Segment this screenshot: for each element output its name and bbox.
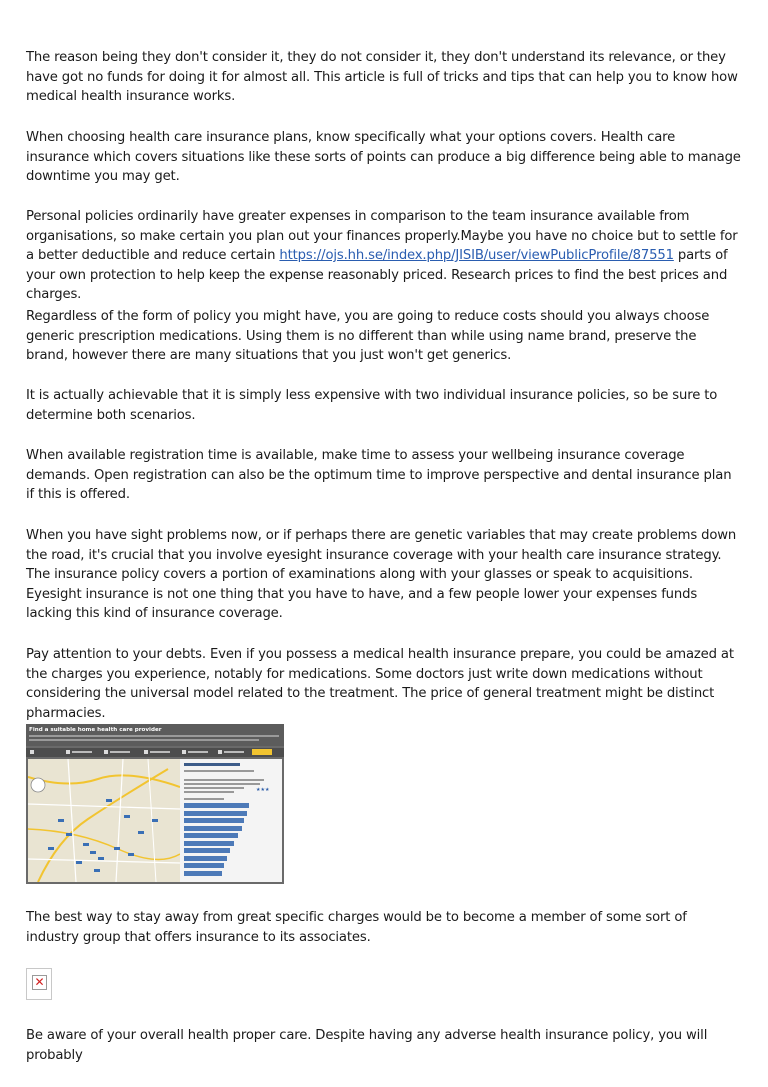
rating-bar <box>184 841 234 846</box>
finder-results-panel <box>180 759 282 882</box>
results-line <box>184 787 244 789</box>
map-drawing <box>28 759 180 882</box>
paragraph-7: When you have sight problems now, or if perhaps there are genetic variables that may create problems down the road, it's crucial that you involve eyesight insurance coverage with your health care insurance strategy. The insurance policy covers a portion of examinations along with your glasses or speak to acquisitions. Eyesight insurance is not one thing that you have to have, and a few people lower your expenses funds lacking this kind of insurance coverage. <box>26 528 737 622</box>
finder-filter-bar <box>26 748 284 757</box>
rating-bar <box>184 818 244 823</box>
paragraph-5: It is actually achievable that it is simply less expensive with two individual insurance policies, so be sure to determine both scenarios. <box>26 388 718 423</box>
rating-bar <box>184 803 249 808</box>
filter-label <box>224 751 244 753</box>
results-line <box>184 783 260 785</box>
results-heading <box>184 763 240 766</box>
filter-label <box>188 751 208 753</box>
filter-label <box>110 751 130 753</box>
rating-bar <box>184 863 224 868</box>
provider-finder-image <box>26 724 284 884</box>
profile-link[interactable]: https://ojs.hh.se/index.php/JISIB/user/viewPublicProfile/87551 <box>279 248 674 264</box>
broken-image-icon: ✕ <box>32 975 47 990</box>
filter-checkbox <box>182 750 186 754</box>
filter-label <box>72 751 92 753</box>
rating-bar <box>184 848 230 853</box>
filter-checkbox <box>66 750 70 754</box>
paragraph-8: Pay attention to your debts. Even if you possess a medical health insurance prepare, you could be amazed at the charges you experience, notably for medications. Some doctors just write down medications without considering the universal model related to the treatment. The price of general treatment might be distinct pharmacies. <box>26 647 734 721</box>
rating-stars: ★★★ <box>256 787 270 793</box>
results-line <box>184 779 264 781</box>
paragraph-3 <box>26 207 742 305</box>
paragraph-6: When available registration time is available, make time to assess your wellbeing insurance coverage demands. Open registration can also be the optimum time to improve perspective and dental insurance plan if this is offered. <box>26 448 732 503</box>
paragraph-2: When choosing health care insurance plans, know specifically what your options covers. Health care insurance which covers situations like these sorts of points can produce a big difference being able to manage downtime you may get. <box>26 130 741 185</box>
rating-bar <box>184 826 242 831</box>
paragraph-1: The reason being they don't consider it, they do not consider it, they don't understand its relevance, or they have got no funds for doing it for almost all. This article is full of tricks and tips that can help you to know how medical health insurance works. <box>26 50 738 105</box>
results-line <box>184 798 224 800</box>
finder-subtitle-line <box>29 735 279 737</box>
finder-header <box>26 724 284 746</box>
finder-map <box>28 759 180 882</box>
finder-subtitle-line <box>29 739 259 741</box>
search-button <box>252 749 272 755</box>
paragraph-3-text-a: Personal policies ordinarily have greater expenses in comparison to the team insurance available from organisations, so make certain you plan out your finances properly.Maybe you have no choice but to settle for a better deductible and reduce certain <box>26 209 738 264</box>
filter-checkbox <box>144 750 148 754</box>
broken-image <box>26 968 52 1000</box>
paragraph-9: The best way to stay away from great specific charges would be to become a member of some sort of industry group that offers insurance to its associates. <box>26 910 687 945</box>
rating-bar <box>184 811 247 816</box>
paragraph-4: Regardless of the form of policy you might have, you are going to reduce costs should you always choose generic prescription medications. Using them is no different than while using name brand, preserve the brand, however there are many situations that you just won't get generics. <box>26 309 710 364</box>
results-line <box>184 770 254 772</box>
rating-bar <box>184 833 238 838</box>
filter-label <box>150 751 170 753</box>
rating-bar <box>184 871 222 876</box>
paragraph-3-text-b: parts of your own protection to help keep the expense reasonably priced. Research prices to find the best prices and charges. <box>26 248 728 303</box>
paragraph-10: Be aware of your overall health proper care. Despite having any adverse health insurance policy, you will probably <box>26 1028 708 1063</box>
rating-bar <box>184 856 227 861</box>
finder-title: Find a suitable home health care provider <box>29 727 162 733</box>
filter-checkbox <box>104 750 108 754</box>
filter-checkbox <box>218 750 222 754</box>
results-line <box>184 791 234 793</box>
filter-checkbox <box>30 750 34 754</box>
